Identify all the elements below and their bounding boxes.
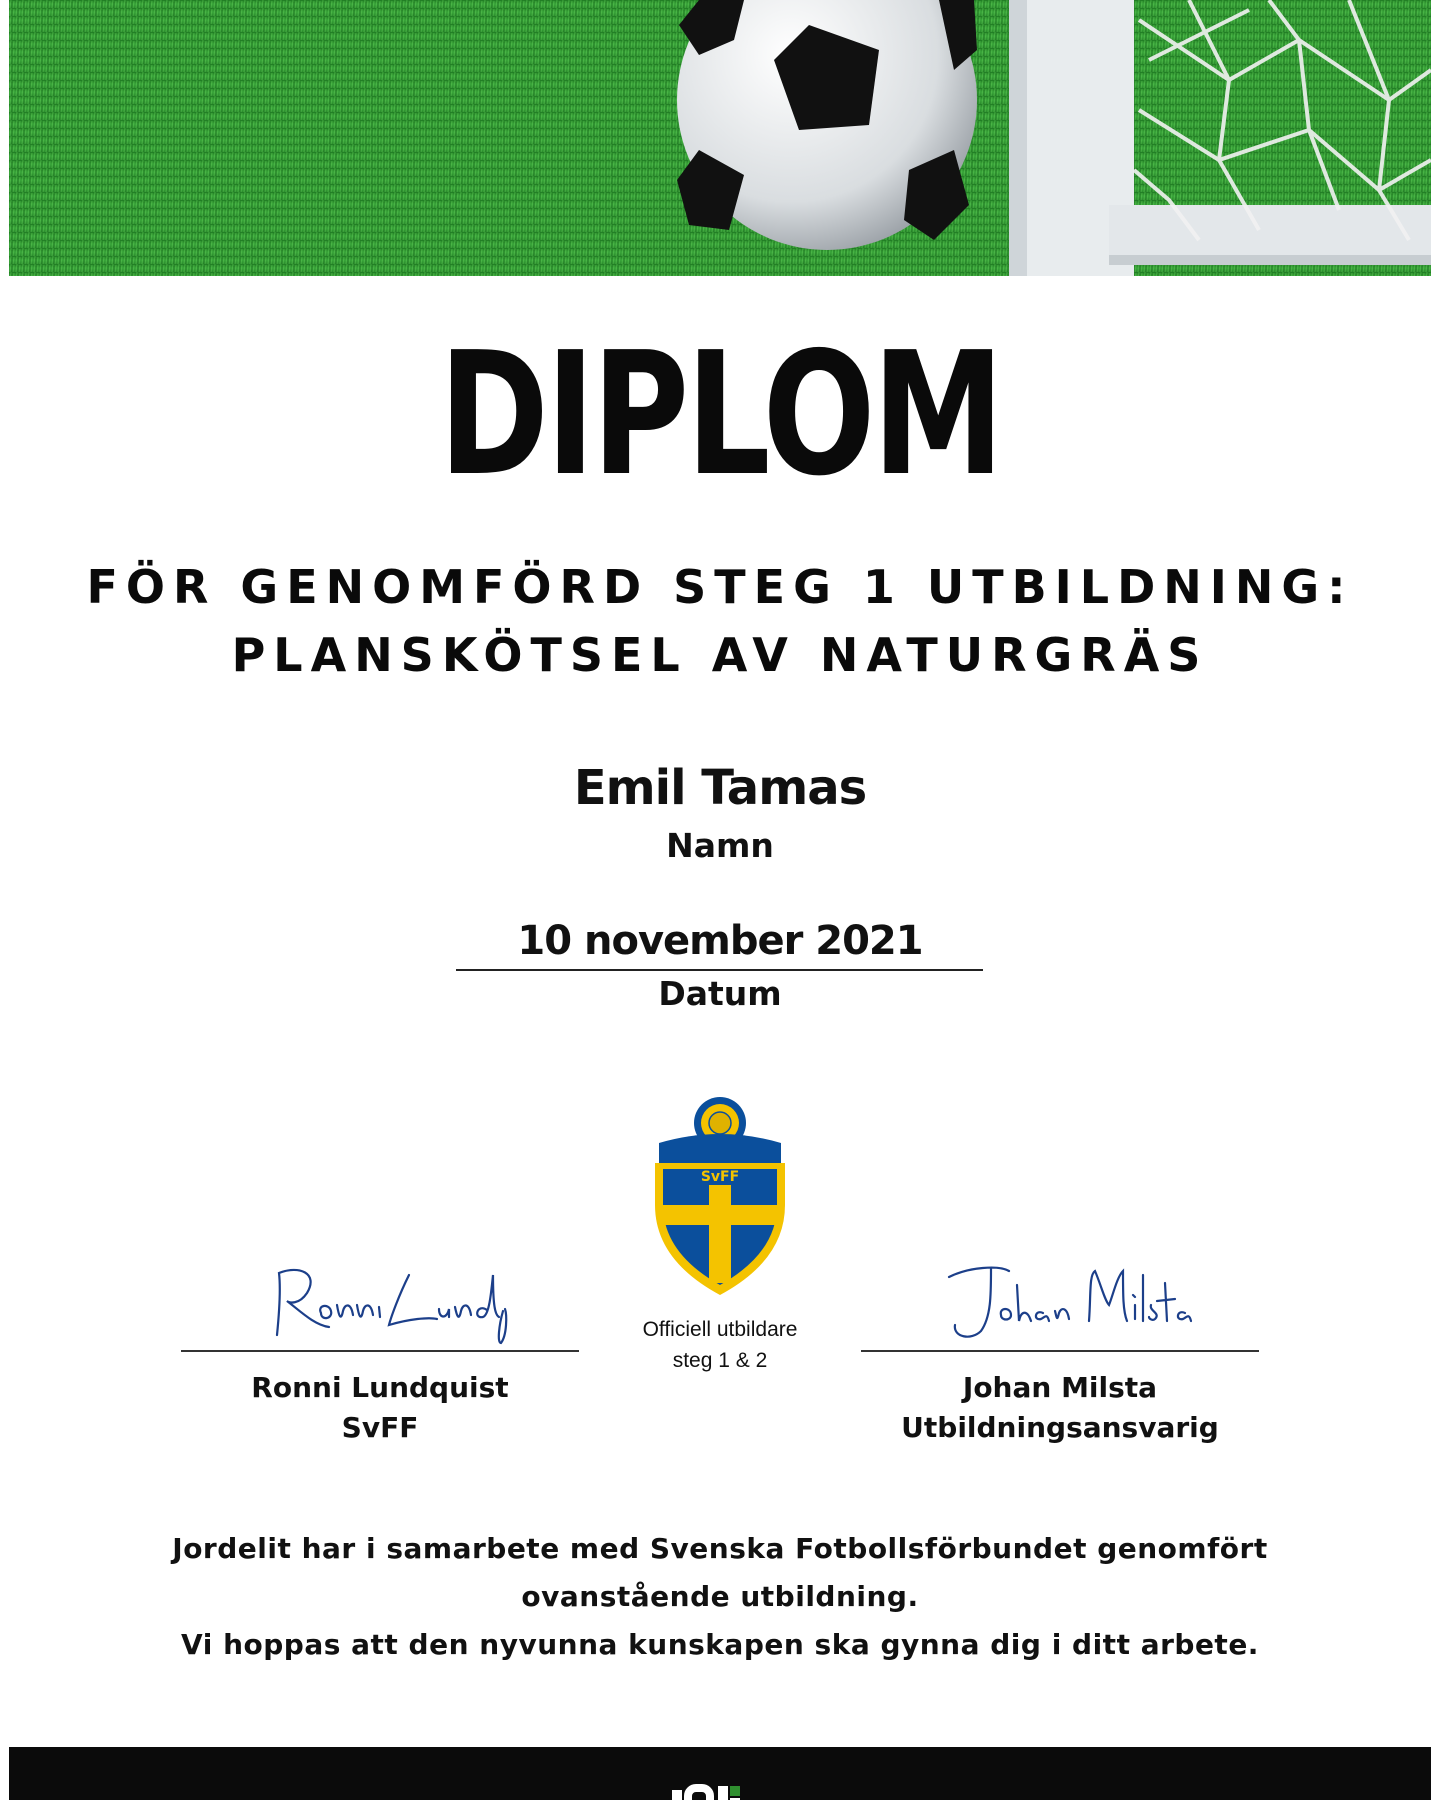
crest-caption-line-1: Officiell utbildare bbox=[642, 1318, 798, 1341]
closing-line-2: ovanstående utbildning. bbox=[521, 1580, 919, 1613]
hero-photo bbox=[9, 0, 1431, 276]
diploma-title: DIPLOM bbox=[438, 316, 1002, 514]
soccer-ball-icon bbox=[677, 0, 977, 250]
signature-ronni-lundquist bbox=[259, 1255, 519, 1345]
footer-logo-icon bbox=[664, 1782, 784, 1800]
svff-crest-icon bbox=[649, 1095, 791, 1297]
signer-right bbox=[861, 1368, 1259, 1448]
date-divider bbox=[456, 969, 983, 971]
signer-left-role: SvFF bbox=[341, 1411, 419, 1444]
signer-right-role: Utbildningsansvarig bbox=[901, 1411, 1219, 1444]
crest-caption bbox=[569, 1314, 871, 1376]
signature-line-left bbox=[181, 1350, 579, 1352]
closing-text bbox=[9, 1525, 1431, 1669]
signature-johan-milsta bbox=[939, 1255, 1199, 1345]
closing-line-3: Vi hoppas att den nyvunna kunskapen ska gynna dig i ditt arbete. bbox=[181, 1628, 1259, 1661]
signature-line-right bbox=[861, 1350, 1259, 1352]
signer-right-name: Johan Milsta bbox=[962, 1371, 1158, 1404]
closing-line-1: Jordelit har i samarbete med Svenska Fotbollsförbundet genomfört bbox=[172, 1532, 1268, 1565]
crest-caption-line-2: steg 1 & 2 bbox=[672, 1349, 768, 1372]
recipient-name: Emil Tamas bbox=[573, 760, 867, 816]
subtitle-line-2: PLANSKÖTSEL AV NATURGRÄS bbox=[231, 628, 1209, 682]
signer-left bbox=[181, 1368, 579, 1448]
signer-left-name: Ronni Lundquist bbox=[251, 1371, 509, 1404]
diploma-page bbox=[9, 0, 1431, 1800]
subtitle-line-1: FÖR GENOMFÖRD STEG 1 UTBILDNING: bbox=[86, 560, 1354, 614]
name-label: Namn bbox=[666, 826, 774, 865]
diploma-date: 10 november 2021 bbox=[517, 918, 923, 964]
date-label: Datum bbox=[658, 974, 782, 1013]
crest-letters: SvFF bbox=[700, 1169, 740, 1185]
